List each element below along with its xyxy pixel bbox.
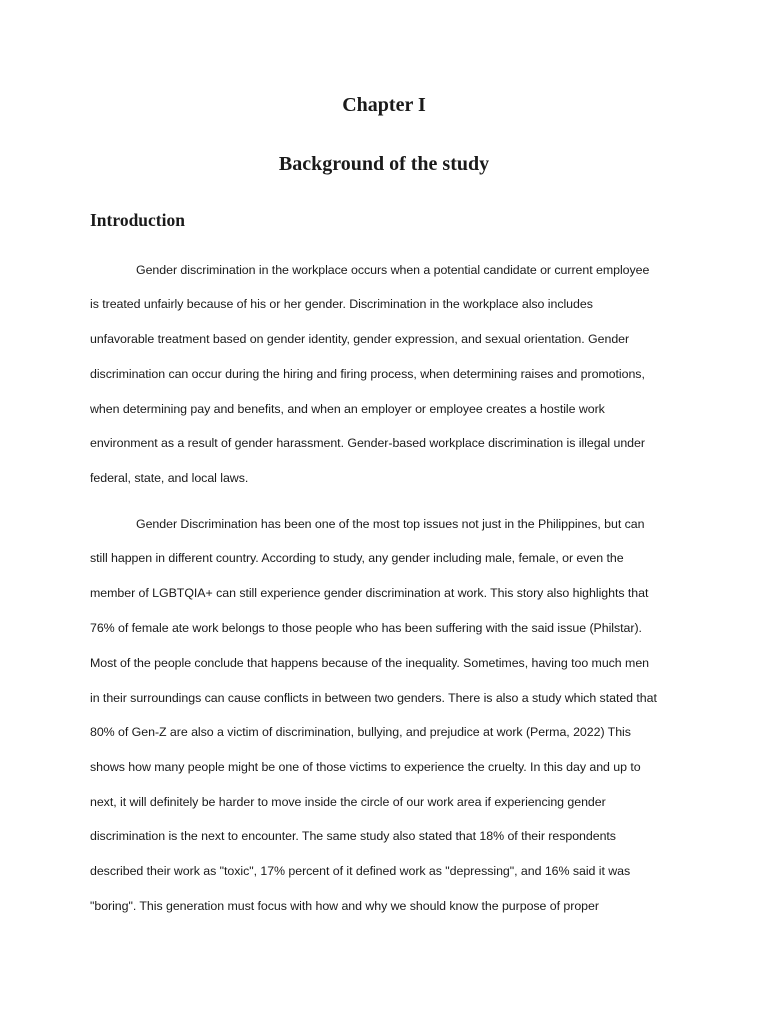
chapter-title: Chapter I xyxy=(342,94,426,116)
paragraph-line: federal, state, and local laws. xyxy=(90,471,249,485)
paragraph-line: discrimination can occur during the hiring and firing process, when determining raises and promotions, xyxy=(90,367,645,381)
paragraph-line: Gender discrimination in the workplace occurs when a potential candidate or current employee xyxy=(136,263,650,277)
paragraph-line: Gender Discrimination has been one of the most top issues not just in the Philippines, but can xyxy=(136,517,645,531)
paragraph-line: when determining pay and benefits, and when an employer or employee creates a hostile work xyxy=(90,402,605,416)
paragraph-line: still happen in different country. According to study, any gender including male, female, or even the xyxy=(90,551,624,565)
paragraph-line: shows how many people might be one of those victims to experience the cruelty. In this day and up to xyxy=(90,760,641,774)
paragraph-line: Most of the people conclude that happens because of the inequality. Sometimes, having too much men xyxy=(90,656,649,670)
paragraph-line: 76% of female ate work belongs to those people who has been suffering with the said issue (Philstar). xyxy=(90,621,642,635)
paragraph-line: environment as a result of gender harassment. Gender-based workplace discrimination is illegal under xyxy=(90,436,645,450)
paragraph-line: unfavorable treatment based on gender identity, gender expression, and sexual orientation. Gender xyxy=(90,332,630,346)
paragraph-line: in their surroundings can cause conflicts in between two genders. There is also a study which stated that xyxy=(90,691,657,705)
paragraph-line: 80% of Gen-Z are also a victim of discrimination, bullying, and prejudice at work (Perma, 2022) This xyxy=(90,725,631,739)
paragraph-line: next, it will definitely be harder to move inside the circle of our work area if experiencing gender xyxy=(90,795,606,809)
paragraph-line: discrimination is the next to encounter. The same study also stated that 18% of their respondents xyxy=(90,829,616,843)
paragraph-line: "boring". This generation must focus with how and why we should know the purpose of proper xyxy=(90,899,599,913)
paragraph-line: is treated unfairly because of his or her gender. Discrimination in the workplace also includes xyxy=(90,297,593,311)
introduction-heading: Introduction xyxy=(90,210,185,230)
paragraph-line: member of LGBTQIA+ can still experience gender discrimination at work. This story also highlights that xyxy=(90,586,649,600)
paragraph-line: described their work as "toxic", 17% percent of it defined work as "depressing", and 16% said it was xyxy=(90,864,631,878)
document-title: Background of the study xyxy=(278,153,490,175)
